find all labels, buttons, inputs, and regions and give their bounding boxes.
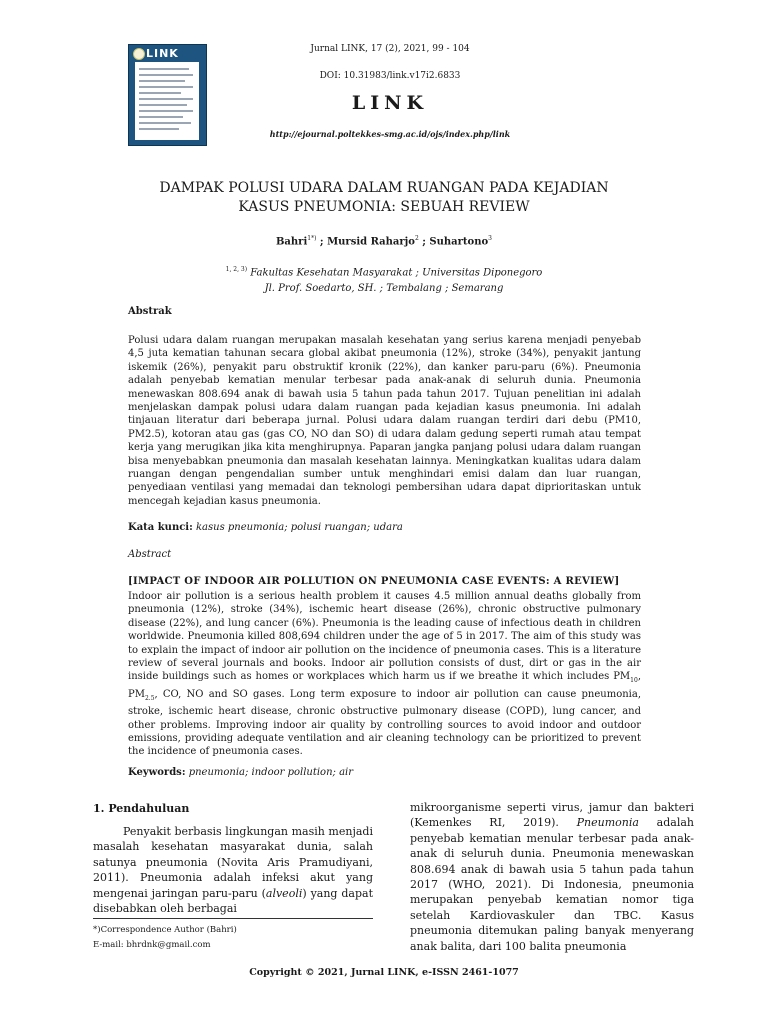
author-separator: ; bbox=[316, 236, 328, 248]
author-marker: 1*) bbox=[307, 235, 317, 242]
keywords-label: Keywords: bbox=[128, 767, 186, 778]
affiliation-line-2: Jl. Prof. Soedarto, SH. ; Tembalang ; Semarang bbox=[264, 283, 504, 295]
abstract-text-part: , PM bbox=[128, 671, 641, 700]
intro-text-part: ) yang dapat disebabkan oleh berbagai bbox=[93, 886, 373, 916]
abstract-heading: Abstract bbox=[128, 549, 172, 560]
author-separator: ; bbox=[418, 236, 430, 248]
affiliation-marker: 1, 2, 3) bbox=[225, 266, 248, 273]
kata-kunci-values: kasus pneumonia; polusi ruangan; udara bbox=[192, 522, 403, 533]
affiliation-text: Fakultas Kesehatan Masyarakat ; Universitas Diponegoro bbox=[247, 267, 543, 279]
affiliation-line-1 bbox=[100, 262, 668, 281]
copyright-footer: Copyright © 2021, Jurnal LINK, e-ISSN 2461-1077 bbox=[249, 967, 519, 978]
intro-italic-term: alveoli bbox=[265, 886, 303, 900]
title-line-1: DAMPAK POLUSI UDARA DALAM RUANGAN PADA KEJADIAN bbox=[159, 180, 609, 196]
keywords bbox=[128, 767, 353, 778]
author-marker: 2 bbox=[414, 235, 419, 242]
author-list bbox=[100, 235, 668, 247]
title-line-2: KASUS PNEUMONIA: SEBUAH REVIEW bbox=[238, 199, 530, 215]
journal-cover-image bbox=[128, 44, 207, 146]
abstract-text-part: Indoor air pollution is a serious health problem it causes 4.5 million annual deaths globally from pneumonia (12%), stroke (34%), ischemic heart disease (26%), chronic obstructive pulmonary disease (22%), and lung cancer (6%). Pneumonia is the leading cause of infectious death in children worldwide. Pneumonia killed 808,694 children under the age of 5 in 2017. The aim of this study was to explain the impact of indoor air pollution on the incidence of pneumonia cases. This is a literature review of several journals and books. Indoor air pollution consists of dust, dirt or gas in the air inside buildings such as homes or workplaces which harm us if we breathe it which includes PM bbox=[128, 591, 641, 683]
cover-contents bbox=[135, 62, 199, 140]
abstract-text-part: , CO, NO and SO gases. Long term exposure to indoor air pollution can cause pneumonia, stroke, ischemic heart disease, chronic obstructive pulmonary disease (COPD), lung cancer, and other problems. Improving indoor air quality by controlling sources to avoid indoor and outdoor emissions, providing adequate ventilation and air cleaning technology can be prioritized to prevent the incidence of pneumonia cases. bbox=[128, 688, 641, 758]
intro-right-column bbox=[410, 800, 694, 954]
abstract-body bbox=[128, 590, 641, 759]
kata-kunci-label: Kata kunci: bbox=[128, 522, 193, 533]
paper-title bbox=[100, 179, 668, 217]
author-name: Mursid Raharjo bbox=[327, 236, 415, 248]
journal-url-link[interactable]: http://ejournal.poltekkes-smg.ac.id/ojs/index.php/link bbox=[269, 129, 511, 139]
intro-italic-term: Pneumonia bbox=[576, 816, 639, 830]
english-title: [IMPACT OF INDOOR AIR POLLUTION ON PNEUMONIA CASE EVENTS: A REVIEW] bbox=[128, 576, 620, 587]
intro-text-part: Penyakit berbasis lingkungan masih menjadi masalah kesehatan masyarakat dunia, salah satunya pneumonia (Novita Aris Pramudiyani, 2011). Pneumonia adalah infeksi akut yang mengenai jaringan paru-paru ( bbox=[93, 825, 373, 900]
abstrak-heading: Abstrak bbox=[128, 306, 172, 317]
journal-citation: Jurnal LINK, 17 (2), 2021, 99 - 104 bbox=[310, 44, 470, 54]
journal-logo-text: LINK bbox=[351, 92, 429, 114]
affiliation bbox=[100, 262, 668, 297]
footnote-divider bbox=[93, 918, 373, 919]
section-heading: 1. Pendahuluan bbox=[93, 802, 190, 815]
abstrak-body: Polusi udara dalam ruangan merupakan masalah kesehatan yang serius karena menjadi penyebab 4,5 juta kematian tahunan secara global akibat pneumonia (12%), stroke (34%), penyakit jantung iskemik (26%), penyakit paru obstruktif kronik (22%), dan kanker paru-paru (6%). Pneumonia adalah penyebab kematian menular terbesar pada anak-anak di seluruh dunia. Pneumonia menewaskan 808.694 anak di bawah usia 5 tahun pada tahun 2017. Tujuan penelitian ini adalah menjelaskan dampak polusi udara dalam ruangan pada kejadian kasus pneumonia. Ini adalah tinjauan literatur dari beberapa jurnal. Polusi udara dalam ruangan terdiri dari debu (PM10, PM2.5), kotoran atau gas (gas CO, NO dan SO) di udara dalam gedung seperti rumah atau tempat kerja yang merugikan jika kita menghirupnya. Paparan jangka panjang polusi udara dalam ruangan bisa menyebabkan pneumonia dan masalah kesehatan lainnya. Meningkatkan kualitas udara dalam ruangan dengan pengendalian sumber untuk menghindari emisi dalam dan luar ruangan, penyediaan ventilasi yang memadai dan teknologi pembersihan udara dapat diprioritaskan untuk mencegah kejadian kasus pneumonia. bbox=[128, 335, 641, 507]
intro-text-part: adalah penyebab kematian menular terbesar pada anak-anak di seluruh dunia. Pneumonia menewaskan 808.694 anak di bawah usia 5 tahun pada tahun 2017 (WHO, 2021). Di Indonesia, pneumonia merupakan penyebab kematian nomor tiga setelah Kardiovaskuler dan TBC. Kasus pneumonia ditemukan paling banyak menyerang anak balita, dari 100 balita pneumonia bbox=[410, 816, 694, 953]
cover-title: LINK bbox=[146, 47, 179, 60]
email-link[interactable]: E-mail: bhrdnk@gmail.com bbox=[93, 940, 211, 950]
doi[interactable]: DOI: 10.31983/link.v17i2.6833 bbox=[319, 71, 461, 81]
correspondence-note: *)Correspondence Author (Bahri) bbox=[93, 925, 237, 935]
journal-seal-icon bbox=[133, 48, 145, 60]
intro-text-part: mikroorganisme seperti virus, jamur dan bakteri (Kemenkes RI, 2019). bbox=[410, 801, 694, 830]
kata-kunci bbox=[128, 522, 403, 533]
intro-left-column bbox=[93, 824, 373, 916]
keywords-values: pneumonia; indoor pollution; air bbox=[185, 767, 354, 778]
author-marker: 3 bbox=[488, 235, 492, 242]
author-name: Bahri bbox=[275, 236, 308, 248]
subscript: 10 bbox=[630, 677, 638, 685]
author-name: Suhartono bbox=[429, 236, 489, 248]
subscript: 2.5 bbox=[144, 694, 155, 702]
